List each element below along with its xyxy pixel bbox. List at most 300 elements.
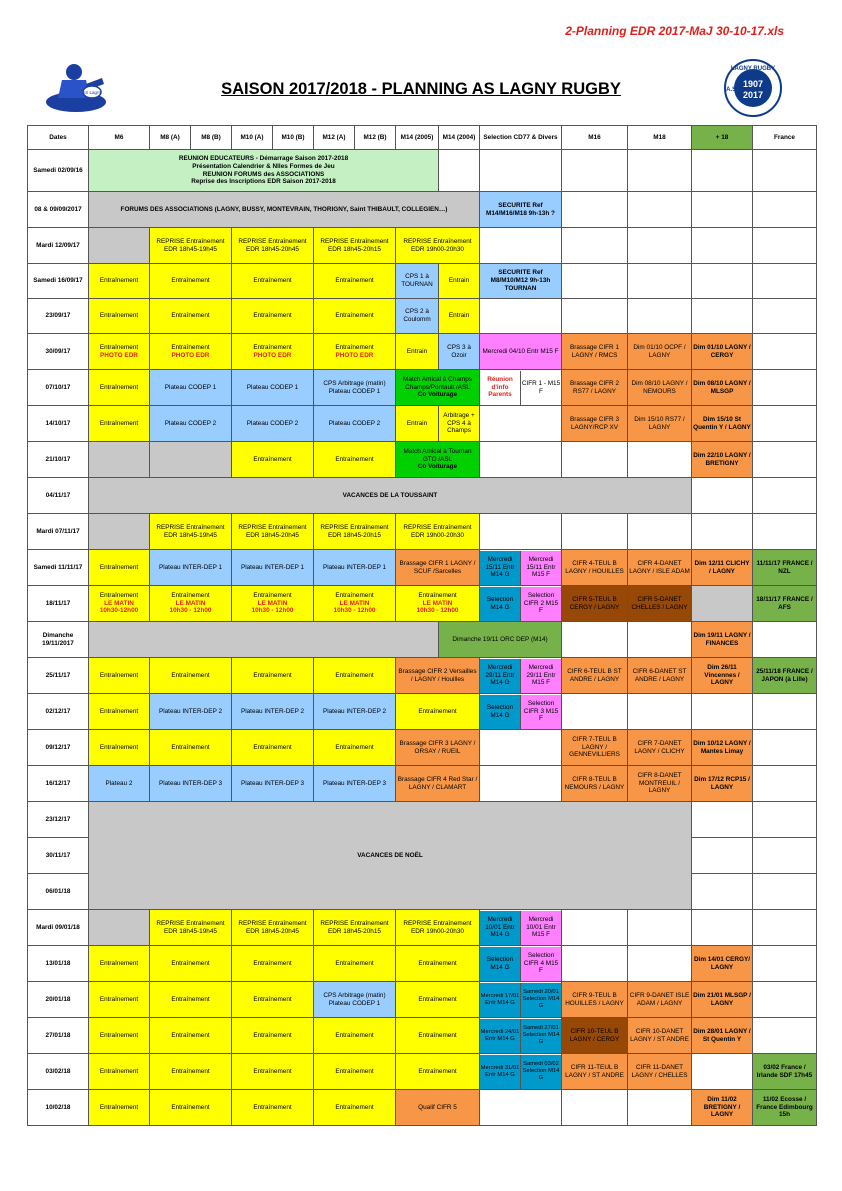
table-row [28,370,817,406]
cell [396,370,480,406]
cell: 11/11/17 FRANCE / NZL [753,550,817,586]
table-row [28,514,817,550]
cell [480,150,562,192]
cell: Entraînement [314,1090,396,1126]
cell: Brassage CIFR 3 LAGNY / ORSAY / RUEIL [396,730,480,766]
cell [628,694,692,730]
cell-line: Entraînement [99,343,139,351]
cell-line: PHOTO EDR [171,351,210,359]
cell: CIFR 7-TEUL B LAGNY / GENNEVILLIERS [562,730,628,766]
cell: Entraînement [89,1054,150,1090]
date-cell: 20/01/18 [28,982,89,1018]
cell: REPRISE Entraînement EDR 18h45-20h15 [314,228,396,264]
cell-line: Co Voiturage [417,391,458,399]
cell: Entraînement [396,982,480,1018]
table-row [28,802,817,838]
cell [692,150,753,192]
cell: Entraînement [232,1018,314,1054]
date-cell: 30/09/17 [28,334,89,370]
cell: Entraînement [89,299,150,334]
table-row [28,694,817,730]
cell [480,730,562,766]
cell [89,910,150,946]
logo-right-year2: 2017 [742,90,764,100]
cell: SECURITE Ref M8/M10/M12 9h-13h TOURNAN [480,264,562,299]
cell: Entrain [439,299,480,334]
cell [480,299,562,334]
cell-line: 10h30 - 12h00 [169,607,212,615]
split-cell [480,1055,561,1089]
cell: Entraînement [89,1090,150,1126]
cell: REPRISE Entraînement EDR 18h45-19h45 [150,910,232,946]
cell: Plateau INTER-DEP 2 [150,694,232,730]
cell: CPS Arbitrage (matin) Plateau CODEP 1 [314,982,396,1018]
date-cell: 09/12/17 [28,730,89,766]
cell [396,586,480,622]
cell: Entraînement [89,730,150,766]
m14-training: Mercredi 17/01 Entr M14 G [480,983,521,1017]
cell: Entrain [396,406,439,442]
cell [753,150,817,192]
cell: Plateau INTER-DEP 3 [232,766,314,802]
cell-line: Entraînement [99,591,139,599]
col-header: M8 (A) [150,126,191,150]
col-header: M14 (2004) [439,126,480,150]
cell [562,264,628,299]
date-cell: 21/10/17 [28,442,89,478]
table-row [28,264,817,299]
cell: Entraînement [232,299,314,334]
cell [562,910,628,946]
m15-training: Mercredi 10/01 Entr M15 F [521,911,561,945]
cifr-1: CIFR 1 - M15 F [521,379,561,395]
cell: Entrain [396,334,439,370]
cell: Entraînement [150,658,232,694]
cell [480,946,562,982]
cell: Entraînement [314,1054,396,1090]
cell [692,192,753,228]
cell: Plateau CODEP 2 [150,406,232,442]
table-row [28,766,817,802]
date-cell: 30/11/17 [28,838,89,874]
cell [628,442,692,478]
cell [753,264,817,299]
cell: 18/11/17 FRANCE / AFS [753,586,817,622]
cell [628,150,692,192]
cell: Plateau INTER-DEP 2 [314,694,396,730]
col-header: M10 (A) [232,126,273,150]
cell-line: Entraînement [171,343,210,351]
logo-right-left: A.S. [726,87,738,93]
m14-training: Mercredi 15/11 Entr M14 G [480,551,521,585]
table-row [28,150,817,192]
m14-training: Mercredi 29/11 Entr M14 G [480,659,521,693]
cell: Entraînement [314,658,396,694]
m14-selection: Selection M14 G [480,587,521,621]
date-cell: Samedi 11/11/17 [28,550,89,586]
cell [692,874,753,910]
cell: CIFR 9-DANET ISLE ADAM / LAGNY [628,982,692,1018]
col-header: M16 [562,126,628,150]
cell: Entraînement [89,1018,150,1054]
cell: Dim 14/01 CERGY/ LAGNY [692,946,753,982]
cell: Dim 26/11 Vincennes / LAGNY [692,658,753,694]
cell [628,192,692,228]
cell [692,838,753,874]
cell [692,802,753,838]
cell [480,1090,562,1126]
cell: Entraînement [150,264,232,299]
cell: Plateau CODEP 2 [314,406,396,442]
cell: Entraînement [314,264,396,299]
m14-training: Mercredi 10/01 Entr M14 G [480,911,521,945]
cell: CPS 1 à TOURNAN [396,264,439,299]
cell: CIFR 9-TEUL B HOUILLES / LAGNY [562,982,628,1018]
date-cell: 25/11/17 [28,658,89,694]
cell [480,1054,562,1090]
cell [692,228,753,264]
cell: CIFR 11-TEUL B LAGNY / ST ANDRE [562,1054,628,1090]
date-cell: Samedi 02/09/16 [28,150,89,192]
m14-selection: Selection M14 G [480,695,521,729]
club-badge-logo [723,58,783,118]
cell [480,910,562,946]
cell [562,228,628,264]
table-row [28,946,817,982]
cell-line: Entraînement [335,591,374,599]
cell [480,1018,562,1054]
cell-line: Co Voiturage [417,463,458,471]
cell [628,299,692,334]
cell: SECURITE Ref M14/M16/M18 9h-13h ? [480,192,562,228]
split-cell [480,1019,561,1053]
cell [232,334,314,370]
cell: Dim 08/10 LAGNY / NEMOURS [628,370,692,406]
cell: REPRISE Entraînement EDR 18h45-20h45 [232,228,314,264]
cell [692,694,753,730]
cell: Entraînement [150,982,232,1018]
cell: Brassage CIFR 4 Red Star / LAGNY / CLAMART [396,766,480,802]
cell: CIFR 6-TEUL B ST ANDRE / LAGNY [562,658,628,694]
table-row [28,730,817,766]
cell: Entraînement [150,1090,232,1126]
split-cell [480,587,561,621]
split-cell [480,695,561,729]
cell [480,982,562,1018]
cell: FORUMS DES ASSOCIATIONS (LAGNY, BUSSY, MONTEVRAIN, THORIGNY, Saint THIBAULT, COLLEGIEN…) [89,192,480,228]
cell [89,622,439,658]
cell: Entraînement [150,1018,232,1054]
cell [692,1054,753,1090]
col-header: M18 [628,126,692,150]
cell: CPS 3 à Ozoir [439,334,480,370]
cell [562,192,628,228]
table-row [28,334,817,370]
cell [753,299,817,334]
cell: Plateau CODEP 1 [150,370,232,406]
cell [692,478,753,514]
header-row [28,126,817,150]
cell [628,514,692,550]
date-cell: 14/10/17 [28,406,89,442]
cell: Entraînement [396,946,480,982]
col-header: + 18 [692,126,753,150]
date-cell: Mardi 07/11/17 [28,514,89,550]
cell: Entraînement [232,442,314,478]
logo-left-text: AS Lagny [82,90,102,95]
cell-line: 10h30 - 12h00 [416,607,459,615]
m14-training: Mercredi 24/01 Entr M14 G [480,1019,521,1053]
cell [692,910,753,946]
date-cell: Dimanche 19/11/2017 [28,622,89,658]
date-cell: 04/11/17 [28,478,89,514]
page-title: SAISON 2017/2018 - PLANNING AS LAGNY RUGBY [221,80,621,98]
cell: Plateau INTER-DEP 1 [314,550,396,586]
cell: Dim 19/11 LAGNY / FINANCES [692,622,753,658]
cell [753,406,817,442]
col-header: M10 (B) [273,126,314,150]
cell: Entraînement [314,442,396,478]
date-cell: 16/12/17 [28,766,89,802]
table-row [28,658,817,694]
cell: Entraînement [232,1090,314,1126]
table-row [28,1054,817,1090]
cell: REPRISE Entraînement EDR 19h00-20h30 [396,910,480,946]
logo-right-year1: 1907 [742,79,764,89]
table-row [28,622,817,658]
cell [753,874,817,910]
date-cell: Mardi 09/01/18 [28,910,89,946]
cell [314,334,396,370]
m14-selection: Samedi 27/01 Selection M14 G [521,1019,561,1053]
cell: Mercredi 04/10 Entr M15 F [480,334,562,370]
cell [89,228,150,264]
cell: Entraînement [232,982,314,1018]
cell [692,514,753,550]
holiday-band: VACANCES DE NOËL [89,802,692,910]
cell: Dim 17/12 RCP15 / LAGNY [692,766,753,802]
m14-selection: Samedi 03/02 Selection M14 G [521,1055,561,1089]
m15-training: Mercredi 29/11 Entr M15 F [521,659,561,693]
holiday-band: VACANCES DE LA TOUSSAINT [89,478,692,514]
cell [753,192,817,228]
cell: Dim 01/10 OCPF / LAGNY [628,334,692,370]
cell: Dim 08/10 LAGNY / MLSGP [692,370,753,406]
cell [314,586,396,622]
cell: Plateau INTER-DEP 1 [150,550,232,586]
cell: CIFR 10-TEUL B LAGNY / CERGY [562,1018,628,1054]
cell [753,910,817,946]
cell [439,150,480,192]
table-row [28,1018,817,1054]
date-cell: 06/01/18 [28,874,89,910]
cell [480,694,562,730]
table-row [28,478,817,514]
cell [150,442,232,478]
cell [753,334,817,370]
m14-selection: Selection M14 G [480,947,521,981]
cell: REPRISE Entraînement EDR 18h45-20h15 [314,514,396,550]
cell: Entraînement [89,406,150,442]
cell: Dim 12/11 CLICHY / LAGNY [692,550,753,586]
cell: Entraînement [89,658,150,694]
date-cell: 02/12/17 [28,694,89,730]
date-cell: 23/09/17 [28,299,89,334]
cell: Entraînement [232,264,314,299]
cell [480,658,562,694]
cell-line: Entraînement [171,591,210,599]
split-cell [480,659,561,693]
cell-line: Reprise des Inscriptions EDR Saison 2017-2018 [191,178,336,186]
date-cell: 18/11/17 [28,586,89,622]
cell [753,766,817,802]
cell-line: Entraînement [418,591,457,599]
cell: Entraînement [89,982,150,1018]
cell [480,406,562,442]
cell-line: Match Amical à Champs Champs/Pontault /ASL [403,375,472,391]
cell: REPRISE Entraînement EDR 18h45-20h15 [314,910,396,946]
cell [753,802,817,838]
col-header: Dates [28,126,89,150]
cell: Qualif CIFR 5 [396,1090,480,1126]
cell [562,946,628,982]
cell [480,228,562,264]
cell: Entraînement [314,730,396,766]
cell: Dim 21/01 MLSGP / LAGNY [692,982,753,1018]
cell-line: PHOTO EDR [100,351,138,359]
cell [480,766,562,802]
cell: Entraînement [396,694,480,730]
cell: Plateau CODEP 1 [232,370,314,406]
cell [562,622,628,658]
table-row [28,442,817,478]
cell: REPRISE Entraînement EDR 18h45-19h45 [150,514,232,550]
cell: CIFR 11-DANET LAGNY / CHELLES [628,1054,692,1090]
cell [562,694,628,730]
cell [562,514,628,550]
cell: CIFR 8-TEUL B NEMOURS / LAGNY [562,766,628,802]
cell-line: LE MATIN [257,599,288,607]
cell: CIFR 6-DANET ST ANDRE / LAGNY [628,658,692,694]
cell: Entraînement [314,946,396,982]
m15-selection: Selection CIFR 4 M15 F [521,947,561,981]
cell: Entraînement [396,1054,480,1090]
cell: Entraînement [314,1018,396,1054]
cell [753,946,817,982]
m14-selection: Samedi 20/01 Selection M14 G [521,983,561,1017]
cell-line: REUNION EDUCATEURS - Démarrage Saison 2017-2018 [178,155,349,163]
date-cell: 13/01/18 [28,946,89,982]
cell: Entraînement [89,550,150,586]
cell: Entraînement [89,694,150,730]
date-cell: Mardi 12/09/17 [28,228,89,264]
cell-line: Présentation Calendrier & Nlles Formes de Jeu [192,162,335,170]
cell [628,946,692,982]
cell: Dim 15/10 RS77 / LAGNY [628,406,692,442]
cell [753,370,817,406]
cell: Entraînement [232,730,314,766]
cell [753,514,817,550]
cell: Dim 22/10 LAGNY / BRETIGNY [692,442,753,478]
cell [89,514,150,550]
table-row [28,982,817,1018]
col-header: Selection CD77 & Divers [480,126,562,150]
date-cell: 07/10/17 [28,370,89,406]
cell [692,299,753,334]
cell [562,442,628,478]
table-row [28,910,817,946]
cell [628,1090,692,1126]
cell: CPS Arbitrage (matin) Plateau CODEP 1 [314,370,396,406]
cell [150,334,232,370]
cell: Dim 11/02 BRETIGNY / LAGNY [692,1090,753,1126]
cell: Entraînement [150,730,232,766]
cell: Dim 01/10 LAGNY / CERGY [692,334,753,370]
date-cell: Samedi 16/09/17 [28,264,89,299]
cell: CIFR 8-DANET MONTREUIL / LAGNY [628,766,692,802]
cell [480,442,562,478]
planning-table [27,125,817,1126]
cell: CIFR 10-DANET LAGNY / ST ANDRE [628,1018,692,1054]
table-row [28,406,817,442]
table-row [28,550,817,586]
cell [753,622,817,658]
cell: Brassage CIFR 1 LAGNY / SCUF /Sarcelles [396,550,480,586]
cell-line: 10h30-12h00 [99,607,139,615]
cell: CIFR 7-DANET LAGNY / CLICHY [628,730,692,766]
cell: Brassage CIFR 3 LAGNY/RCP XV [562,406,628,442]
split-cell [480,947,561,981]
cell: Dimanche 19/11 ORC DEP (M14) [439,622,562,658]
cell: REPRISE Entraînement EDR 18h45-19h45 [150,228,232,264]
col-header: M12 (A) [314,126,355,150]
cell: CIFR 4-TEUL B LAGNY / HOUILLES [562,550,628,586]
cell: Dim 15/10 St Quentin Y / LAGNY [692,406,753,442]
cell: Entraînement [314,299,396,334]
cell [396,442,480,478]
cell: CIFR 4-DANET LAGNY / ISLE ADAM [628,550,692,586]
cell-line: 10h30 - 12h00 [333,607,376,615]
cell-line: Match Amical à Tournan GTO /ASL [403,447,472,463]
cell: Plateau INTER-DEP 3 [314,766,396,802]
m15-selection: Selection CIFR 3 M15 F [521,695,561,729]
cell: Entraînement [232,946,314,982]
table-row [28,299,817,334]
cell: 25/11/18 FRANCE / JAPON (à Lille) [753,658,817,694]
cell [628,228,692,264]
date-cell: 10/02/18 [28,1090,89,1126]
info-meeting: Réunion d'info Parents [480,371,521,405]
split-cell [480,983,561,1017]
cell: Brassage CIFR 1 LAGNY / RMCS [562,334,628,370]
cell: CPS 2 à Coulomm [396,299,439,334]
m15-selection: Selection CIFR 2 M15 F [521,587,561,621]
split-cell [480,371,561,405]
cell-line: LE MATIN [175,599,206,607]
cell [232,586,314,622]
cell [692,586,753,622]
cell: Entraînement [150,299,232,334]
cell: Entraînement [150,1054,232,1090]
cell: REPRISE Entraînement EDR 19h00-20h30 [396,228,480,264]
cell [480,586,562,622]
table-row [28,1090,817,1126]
cell: REPRISE Entraînement EDR 18h45-20h45 [232,910,314,946]
cell: REPRISE Entraînement EDR 18h45-20h45 [232,514,314,550]
cell: CIFR 5-DANET CHELLES / LAGNY [628,586,692,622]
cell: Plateau INTER-DEP 3 [150,766,232,802]
rugby-player-logo [40,58,112,116]
